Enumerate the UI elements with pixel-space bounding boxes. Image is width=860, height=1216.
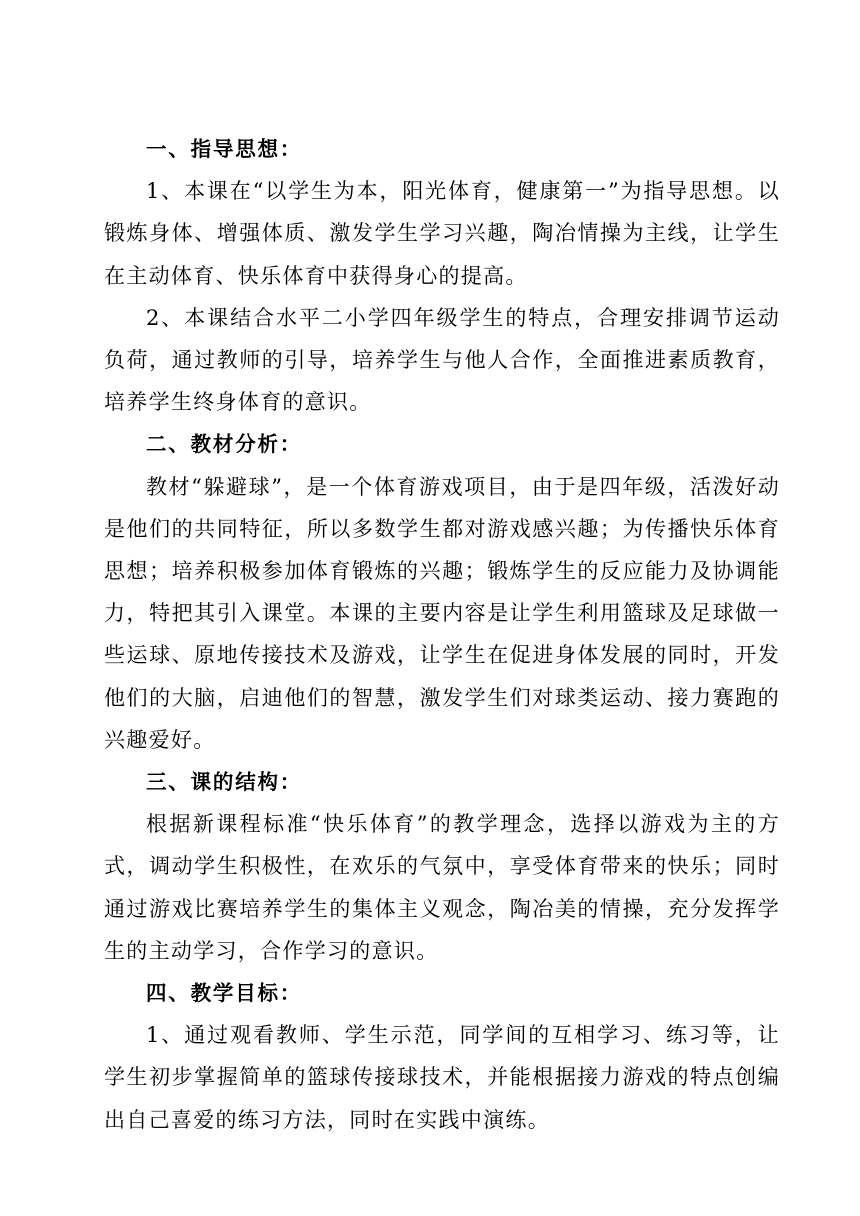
paragraph-lesson-structure: 根据新课程标准“快乐体育”的教学理念，选择以游戏为主的方式，调动学生积极性，在欢乐的气氛中，享受体育带来的快乐；同时通过游戏比赛培养学生的集体主义观念，陶冶美的情操，充分发挥学生的主动学习，合作学习的意识。 <box>104 812 780 963</box>
section-heading-teaching-objectives: 四、教学目标： <box>146 981 303 1006</box>
paragraph-material-analysis: 教材“躲避球”，是一个体育游戏项目，由于是四年级，活泼好动是他们的共同特征，所以多数学生都对游戏感兴趣；为传播快乐体育思想；培养积极参加体育锻炼的兴趣；锻炼学生的反应能力及协调能力，特把其引入课堂。本课的主要内容是让学生利用篮球及足球做一些运球、原地传接技术及游戏，让学生在促进身体发展的同时，开发他们的大脑，启迪他们的智慧，激发学生们对球类运动、接力赛跑的兴趣爱好。 <box>104 474 780 752</box>
section-heading-lesson-structure: 三、课的结构： <box>146 770 303 795</box>
paragraph-guiding-ideology-2: 2、本课结合水平二小学四年级学生的特点，合理安排调节运动负荷，通过教师的引导，培养学生与他人合作，全面推进素质教育，培养学生终身体育的意识。 <box>104 305 780 415</box>
paragraph-teaching-objectives-1: 1、通过观看教师、学生示范，同学间的互相学习、练习等，让学生初步掌握简单的篮球传接球技术，并能根据接力游戏的特点创编出自己喜爱的练习方法，同时在实践中演练。 <box>104 1023 780 1132</box>
paragraph-guiding-ideology-1: 1、本课在“以学生为本，阳光体育，健康第一”为指导思想。以锻炼身体、增强体质、激发学生学习兴趣，陶冶情操为主线，让学生在主动体育、快乐体育中获得身心的提高。 <box>104 179 780 288</box>
section-heading-material-analysis: 二、教材分析： <box>146 432 303 457</box>
document-page <box>104 128 780 1141</box>
section-heading-guiding-ideology: 一、指导思想： <box>146 137 303 161</box>
